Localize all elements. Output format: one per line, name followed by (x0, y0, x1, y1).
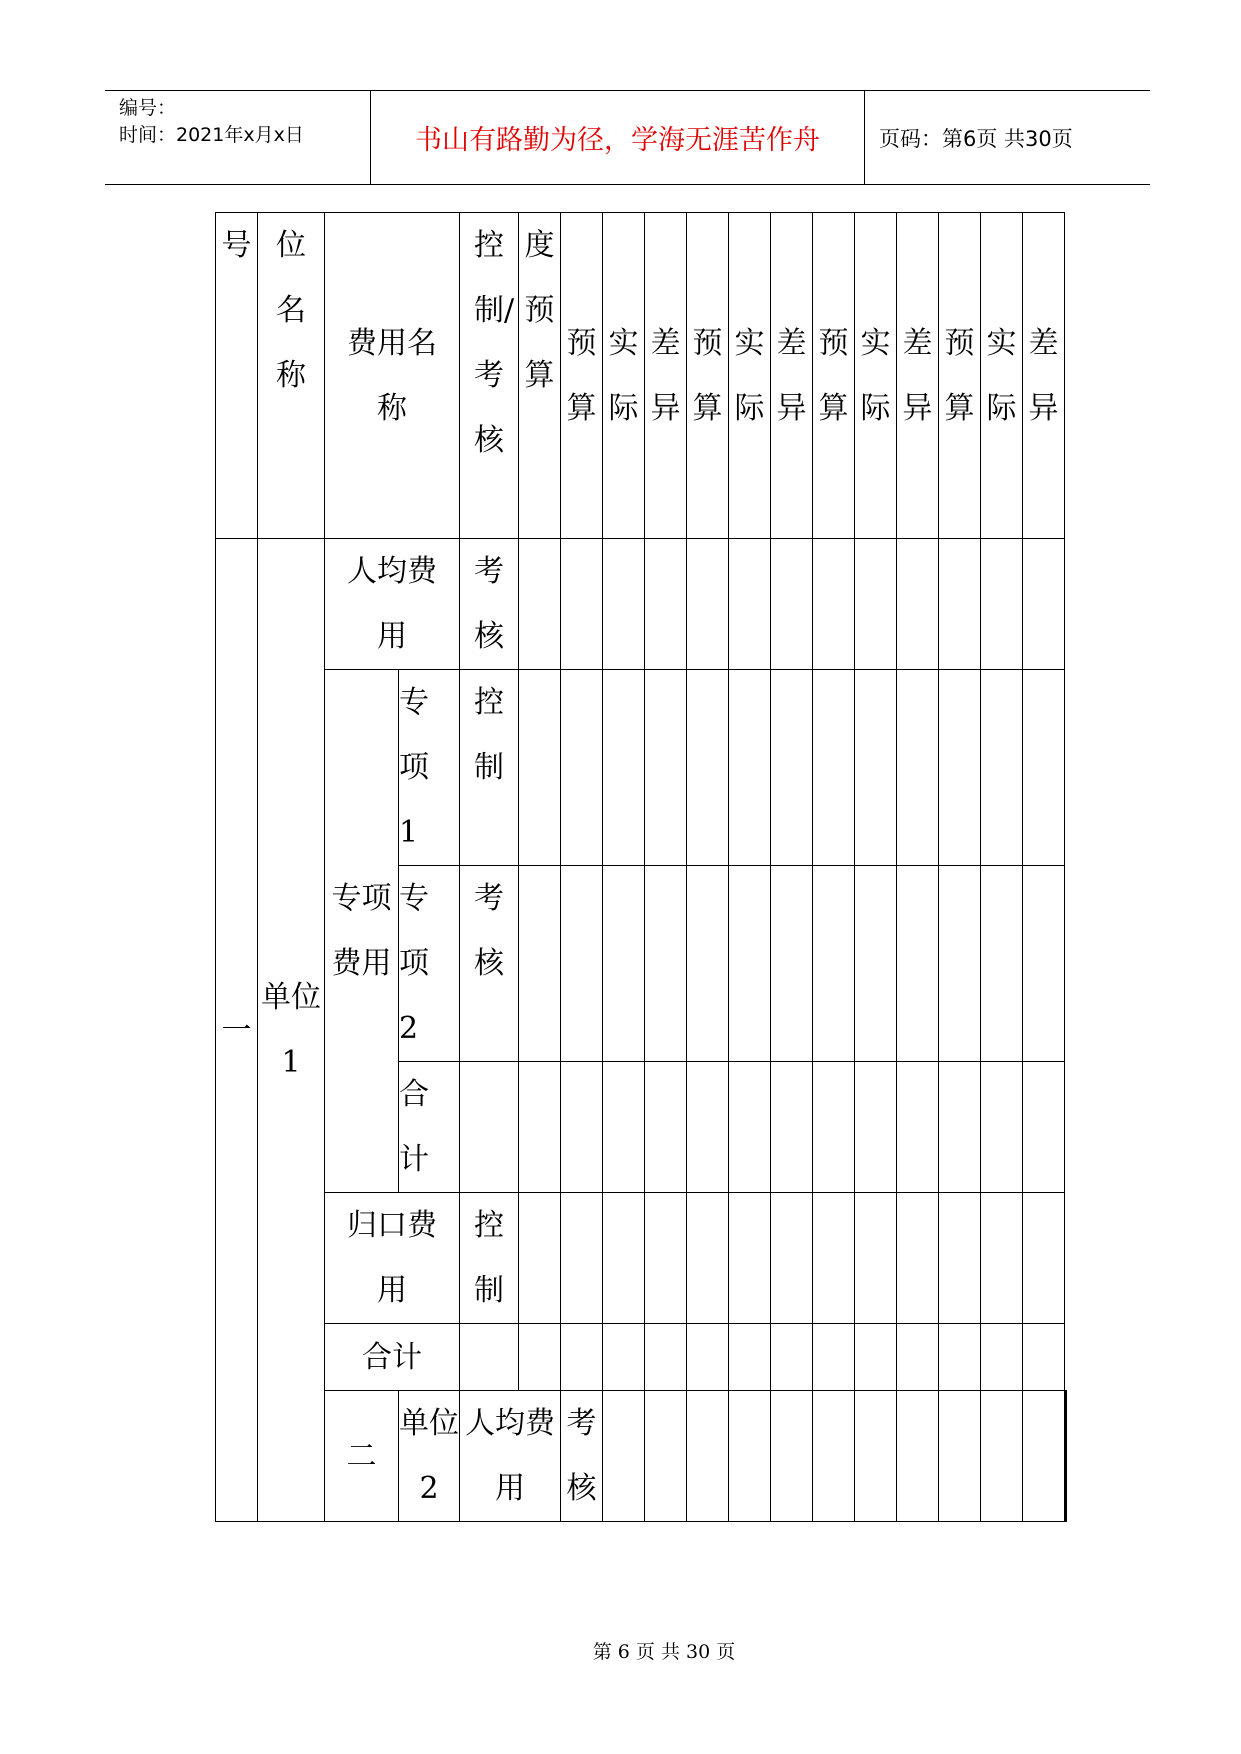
head-sub: 实际 (855, 213, 897, 539)
head-sub: 预算 (939, 213, 981, 539)
head-fee-name: 费用名称 (325, 213, 460, 539)
head-sub: 实际 (981, 213, 1023, 539)
page-footer: 第 6 页 共 30 页 (592, 1641, 736, 1663)
row-type: 考核 (460, 539, 519, 670)
head-sub: 实际 (603, 213, 645, 539)
time-label: 时间：2021年x月x日 (119, 124, 304, 146)
row-seq: 二 (325, 1391, 399, 1522)
head-year-budget: 度预算 (519, 213, 561, 539)
head-control-check: 控制/考核 (460, 213, 519, 539)
head-sub: 预算 (687, 213, 729, 539)
header-meta (105, 91, 371, 184)
table-row (216, 670, 1067, 866)
table-row (216, 1193, 1067, 1324)
budget-table (215, 212, 1067, 1522)
head-sub: 差异 (897, 213, 939, 539)
row-fee-name: 归口费用 (325, 1193, 460, 1324)
row-special-subtotal: 合计 (399, 1062, 460, 1193)
head-sub: 预算 (561, 213, 603, 539)
row-fee-name: 人均费用 (460, 1391, 561, 1522)
row-special-2: 专项2 (399, 866, 460, 1062)
page-header (105, 90, 1150, 185)
row-fee-name: 人均费用 (325, 539, 460, 670)
row-special-1: 专项1 (399, 670, 460, 866)
motto: 书山有路勤为径，学海无涯苦作舟 (415, 125, 820, 156)
row-unit: 单位1 (258, 539, 325, 1522)
head-sub: 预算 (813, 213, 855, 539)
header-page-cell (865, 91, 1150, 184)
row-type: 考核 (460, 866, 519, 1062)
row-total: 合计 (325, 1324, 460, 1391)
number-label: 编号： (119, 97, 177, 119)
row-unit: 单位2 (399, 1391, 460, 1522)
table-row (216, 1391, 1067, 1522)
head-sub: 差异 (645, 213, 687, 539)
table-header-row (216, 213, 1067, 539)
page-code: 页码：第6页 共30页 (879, 126, 1073, 151)
table-row (216, 539, 1067, 670)
head-sub: 差异 (1023, 213, 1065, 539)
header-motto-cell (371, 91, 865, 184)
head-seq: 号 (216, 213, 258, 539)
row-type: 控制 (460, 670, 519, 866)
head-sub: 差异 (771, 213, 813, 539)
table-row (216, 1324, 1067, 1391)
head-unit: 位名称 (258, 213, 325, 539)
row-type: 控制 (460, 1193, 519, 1324)
row-type: 考核 (561, 1391, 603, 1522)
head-sub: 实际 (729, 213, 771, 539)
row-special-fee: 专项费用 (325, 670, 399, 1193)
row-seq: 一 (216, 539, 258, 1522)
